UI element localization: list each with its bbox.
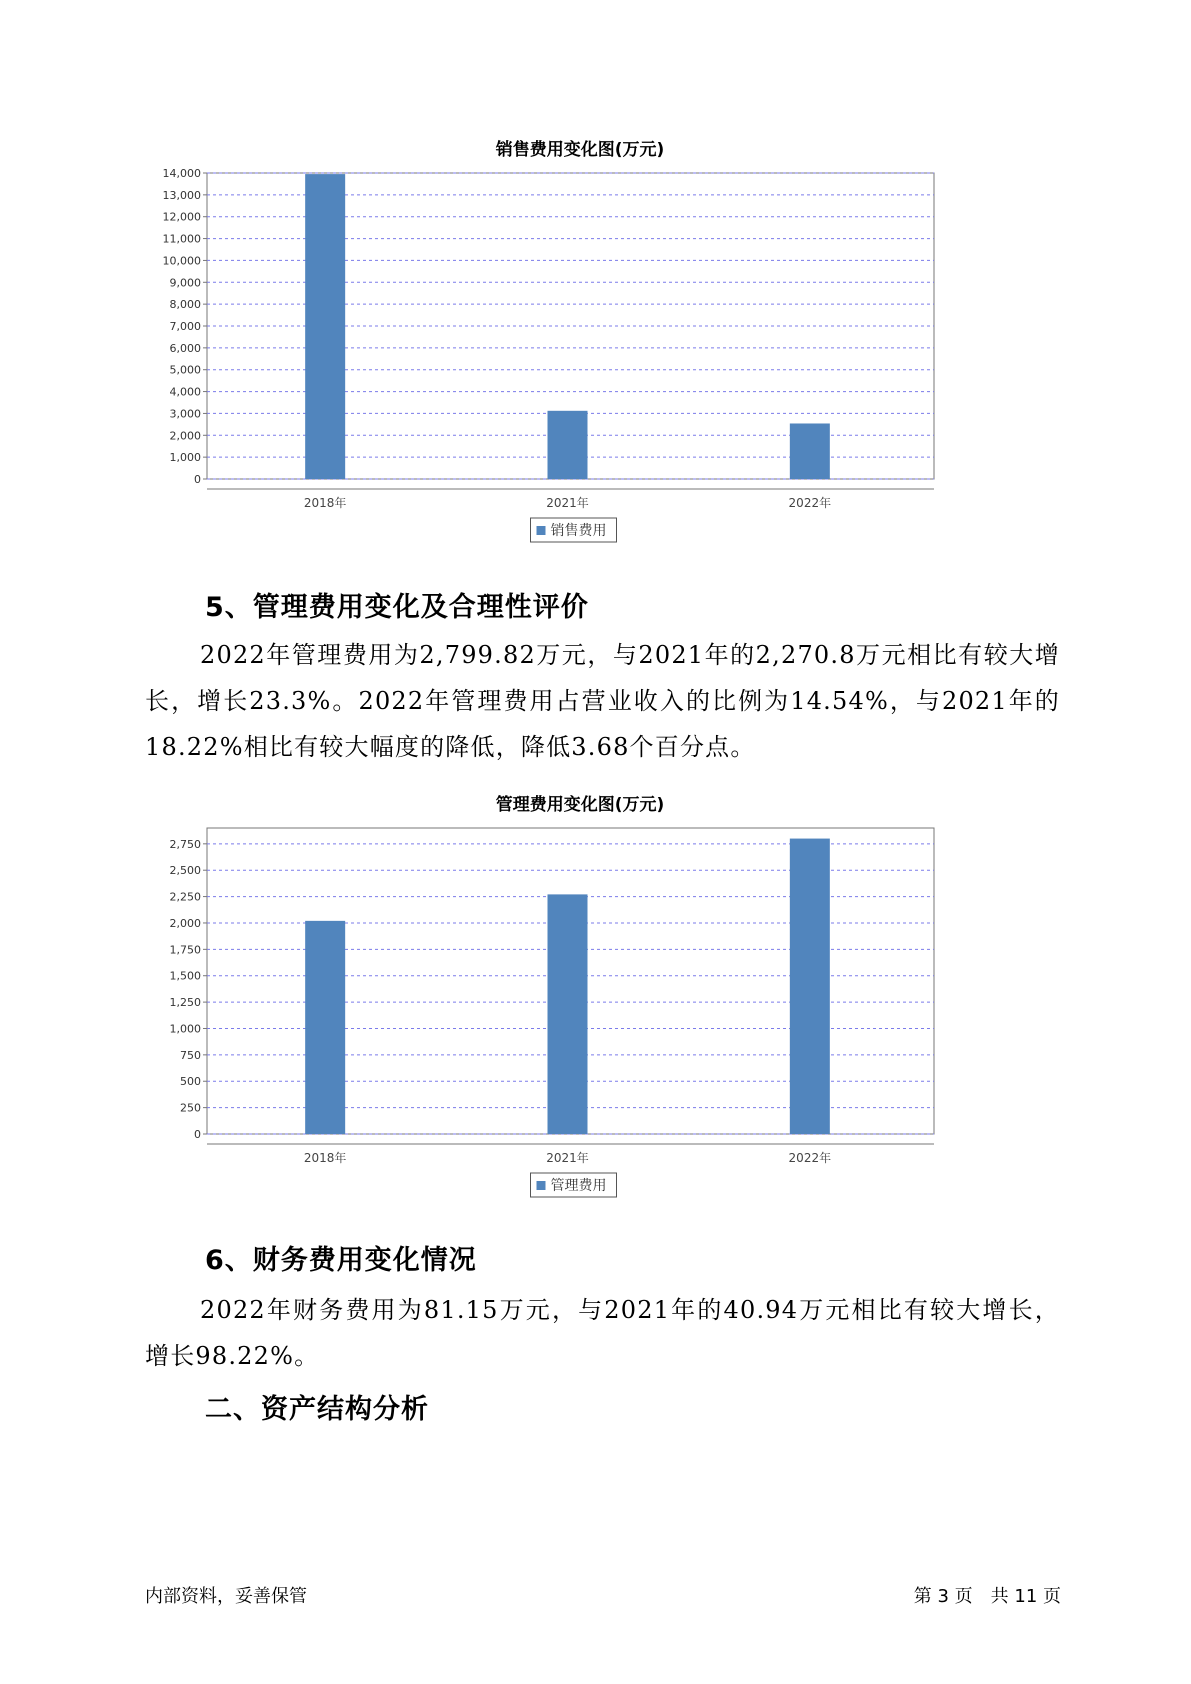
y-tick-label: 2,250 (169, 890, 201, 904)
y-tick-label: 5,000 (169, 363, 201, 377)
x-tick-label: 2021年 (546, 496, 589, 510)
chart-title: 管理费用变化图(万元) (495, 795, 665, 815)
section-assets-heading: 二、资产结构分析 (205, 1394, 429, 1425)
y-tick-label: 6,000 (169, 341, 201, 355)
y-tick-label: 250 (180, 1101, 201, 1115)
bar-2021年 (548, 411, 588, 479)
chart-title: 销售费用变化图(万元) (495, 140, 665, 160)
y-tick-label: 9,000 (169, 276, 201, 290)
y-tick-label: 500 (180, 1075, 201, 1089)
y-tick-label: 11,000 (162, 232, 201, 246)
y-tick-label: 10,000 (162, 254, 201, 268)
legend-swatch (537, 526, 546, 535)
x-tick-label: 2018年 (303, 496, 347, 510)
bar-2018年 (305, 174, 345, 479)
y-tick-label: 4,000 (169, 385, 201, 399)
footer-confidential: 内部资料，妥善保管 (145, 1586, 307, 1607)
x-tick-label: 2021年 (546, 1151, 589, 1165)
x-tick-label: 2018年 (303, 1151, 347, 1165)
legend-label: 管理费用 (550, 1178, 607, 1194)
y-tick-label: 1,750 (169, 943, 201, 957)
x-tick-label: 2022年 (788, 496, 832, 510)
y-tick-label: 2,000 (169, 916, 201, 930)
admin-expense-chart (140, 790, 1020, 1210)
legend-swatch (537, 1181, 546, 1190)
y-tick-label: 2,000 (169, 429, 201, 443)
y-tick-label: 13,000 (162, 188, 201, 202)
y-tick-label: 12,000 (162, 210, 201, 224)
y-tick-label: 8,000 (169, 298, 201, 312)
bar-2022年 (790, 423, 830, 479)
bar-2018年 (305, 921, 345, 1134)
section-5-heading: 5、管理费用变化及合理性评价 (205, 592, 589, 623)
sales-expense-chart (140, 135, 1020, 555)
y-tick-label: 3,000 (169, 407, 201, 421)
y-tick-label: 1,500 (169, 969, 201, 983)
y-tick-label: 1,250 (169, 996, 201, 1010)
bar-2021年 (548, 894, 588, 1134)
y-tick-label: 0 (194, 1128, 201, 1141)
bar-2022年 (790, 839, 830, 1134)
y-tick-label: 14,000 (162, 167, 201, 180)
section-6-heading: 6、财务费用变化情况 (205, 1245, 477, 1276)
y-tick-label: 1,000 (169, 1022, 201, 1036)
y-tick-label: 0 (194, 473, 201, 486)
section-6-paragraph: 2022年财务费用为81.15万元，与2021年的40.94万元相比有较大增长，增长98.22%。 (145, 1296, 1060, 1370)
chart-svg (140, 820, 1020, 1215)
y-tick-label: 7,000 (169, 320, 201, 333)
y-tick-label: 2,750 (169, 837, 201, 851)
chart-svg (140, 165, 1020, 560)
y-tick-label: 1,000 (169, 451, 201, 465)
y-tick-label: 2,500 (169, 864, 201, 878)
section-5-paragraph: 2022年管理费用为2,799.82万元，与2021年的2,270.8万元相比有较大增长，增长23.3%。2022年管理费用占营业收入的比例为14.54%，与2021年的18.22%相比有较大幅度的降低，降低3.68个百分点。 (145, 641, 1060, 761)
footer-page-number: 第 3 页 共 11 页 (913, 1586, 1061, 1607)
legend-label: 销售费用 (550, 523, 607, 539)
x-tick-label: 2022年 (788, 1151, 832, 1165)
y-tick-label: 750 (180, 1048, 201, 1062)
